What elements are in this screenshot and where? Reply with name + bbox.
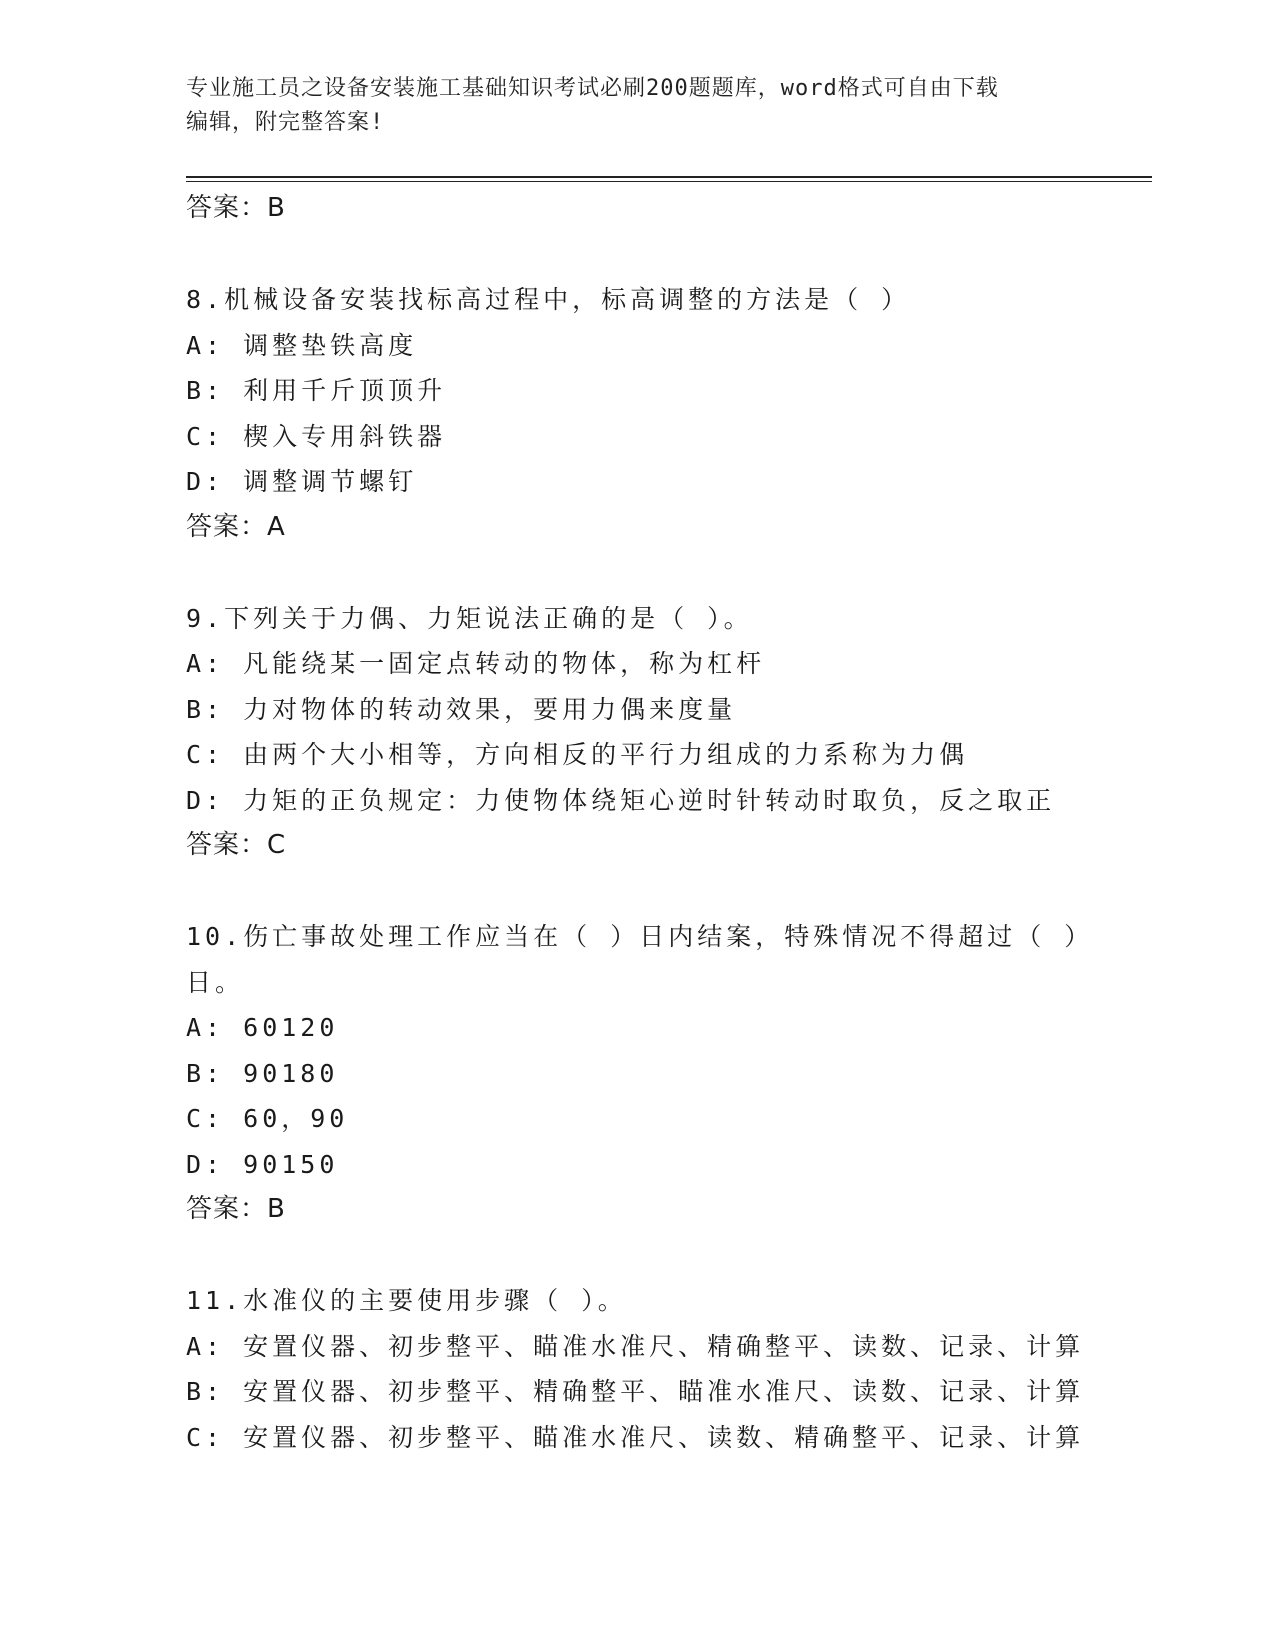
question-8 [186, 277, 1086, 550]
option-a: A: 安置仪器、初步整平、瞄准水准尺、精确整平、读数、记录、计算 [186, 1331, 1085, 1361]
header-rule-thick [186, 176, 1152, 178]
question-stem: 11.水准仪的主要使用步骤（ ）。 [186, 1286, 627, 1315]
header-rule-thin [186, 181, 1152, 182]
option-c: C: 安置仪器、初步整平、瞄准水准尺、读数、精确整平、记录、计算 [186, 1422, 1085, 1452]
question-stem-continued: 日。 [186, 967, 245, 997]
page-header [186, 72, 1066, 140]
answer-label: 答案：C [186, 830, 287, 860]
question-stem: 9.下列关于力偶、力矩说法正确的是（ ）。 [186, 603, 753, 633]
question-10 [186, 914, 1094, 1233]
option-a: A: 60120 [186, 1013, 339, 1042]
option-b: B: 90180 [186, 1058, 339, 1088]
option-d: D: 调整调节螺钉 [186, 467, 418, 496]
option-c: C: 由两个大小相等，方向相反的平行力组成的力系称为力偶 [186, 740, 969, 769]
option-a: A: 调整垫铁高度 [186, 330, 418, 360]
option-c: C: 楔入专用斜铁器 [186, 421, 447, 451]
question-stem: 10.伤亡事故处理工作应当在（ ）日内结案，特殊情况不得超过（ ） [186, 922, 1094, 951]
header-line-1: 专业施工员之设备安装施工基础知识考试必刷200题题库，word格式可自由下载 [186, 76, 999, 101]
option-b: B: 安置仪器、初步整平、精确整平、瞄准水准尺、读数、记录、计算 [186, 1377, 1085, 1406]
answer-label: 答案：B [186, 1194, 286, 1224]
spacer [186, 869, 1086, 915]
spacer [186, 232, 1086, 278]
option-d: D: 力矩的正负规定：力使物体绕矩心逆时针转动时取负，反之取正 [186, 785, 1056, 815]
option-a: A: 凡能绕某一固定点转动的物体，称为杠杆 [186, 649, 766, 678]
previous-answer: 答案：B [186, 193, 286, 223]
question-9 [186, 596, 1086, 869]
spacer [186, 550, 1086, 596]
option-b: B: 力对物体的转动效果，要用力偶来度量 [186, 694, 737, 724]
spacer [186, 1233, 1086, 1279]
question-list [186, 186, 1094, 1460]
question-11 [186, 1278, 1086, 1460]
option-d: D: 90150 [186, 1149, 339, 1179]
option-b: B: 利用千斤顶顶升 [186, 376, 447, 405]
question-stem: 8.机械设备安装找标高过程中，标高调整的方法是（ ） [186, 285, 911, 314]
header-line-2: 编辑，附完整答案! [186, 110, 385, 135]
answer-label: 答案：A [186, 511, 286, 542]
option-c: C: 60，90 [186, 1104, 349, 1133]
